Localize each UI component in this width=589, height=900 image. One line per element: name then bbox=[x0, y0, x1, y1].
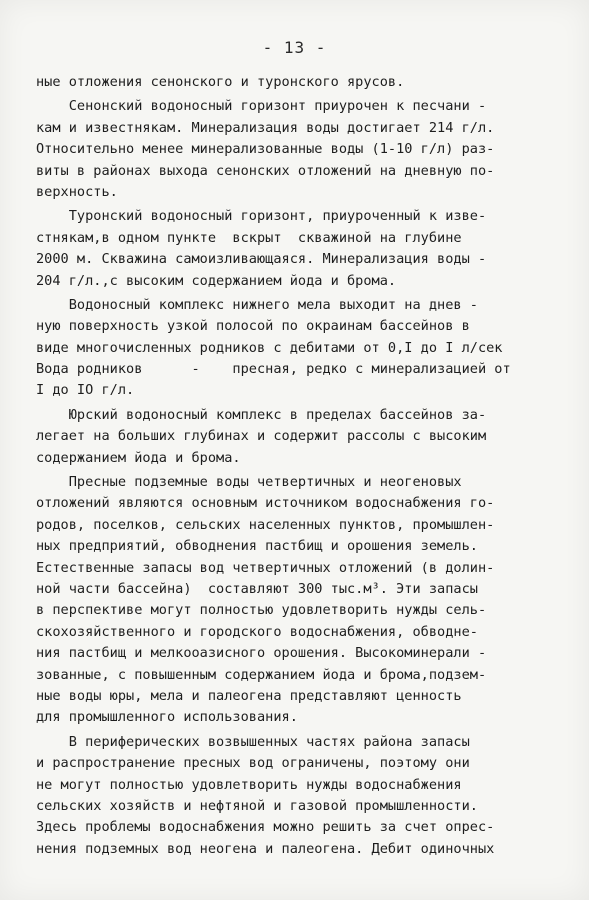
text-line: Здесь проблемы водоснабжения можно решить за счет опрес- bbox=[36, 819, 495, 836]
text-line: виты в районах выхода сенонских отложений на дневную по- bbox=[36, 162, 495, 179]
paragraph bbox=[36, 295, 552, 402]
paragraph bbox=[36, 732, 552, 860]
text-line: Юрский водоносный комплекс в пределах бассейнов за- bbox=[36, 406, 487, 423]
text-line: и распространение пресных вод ограничены, поэтому они bbox=[36, 755, 470, 772]
text-line: нения подземных вод неогена и палеогена. Дебит одиночных bbox=[36, 840, 495, 857]
text-line: сельских хозяйств и нефтяной и газовой промышленности. bbox=[36, 797, 478, 814]
text-line: Пресные подземные воды четвертичных и неогеновых bbox=[36, 474, 462, 491]
text-line: ных предприятий, обводнения пастбищ и орошения земель. bbox=[36, 538, 478, 555]
text-line: стнякам,в одном пункте вскрыт скважиной на глубине bbox=[36, 229, 462, 246]
paragraph bbox=[36, 405, 552, 469]
text-line: Вода родников - пресная, редко с минерализацией от bbox=[36, 361, 511, 378]
paragraph bbox=[36, 96, 552, 203]
text-line: родов, поселков, сельских населенных пунктов, промышлен- bbox=[36, 516, 495, 533]
text-line: зованные, с повышенным содержанием йода и брома,подзем- bbox=[36, 666, 487, 683]
text-line: скохозяйственного и городского водоснабжения, обводне- bbox=[36, 623, 478, 640]
text-line: легает на больших глубинах и содержит рассолы с высоким bbox=[36, 428, 487, 445]
text-line: ния пастбищ и мелкооазисного орошения. Высокоминерали - bbox=[36, 645, 487, 662]
paragraph bbox=[36, 472, 552, 729]
paragraph bbox=[36, 72, 552, 93]
text-line: виде многочисленных родников с дебитами от 0,I до I л/сек bbox=[36, 339, 503, 356]
text-line: содержанием йода и брома. bbox=[36, 449, 241, 466]
text-line: Сенонский водоносный горизонт приурочен к песчани - bbox=[36, 98, 487, 115]
text-line: в перспективе могут полностью удовлетворить нужды сель- bbox=[36, 602, 487, 619]
text-line: не могут полностью удовлетворить нужды водоснабжения bbox=[36, 776, 462, 793]
text-line: отложений являются основным источником водоснабжения го- bbox=[36, 495, 495, 512]
text-line: 2000 м. Скважина самоизливающаяся. Минерализация воды - bbox=[36, 251, 487, 268]
text-line: кам и известнякам. Минерализация воды достигает 214 г/л. bbox=[36, 119, 495, 136]
text-line: верхность. bbox=[36, 183, 118, 200]
text-line: Естественные запасы вод четвертичных отложений (в долин- bbox=[36, 559, 495, 576]
text-line: ной части бассейна) составляют 300 тыс.м³. Эти запасы bbox=[36, 580, 478, 597]
text-line: Водоносный комплекс нижнего мела выходит на днев - bbox=[36, 296, 478, 313]
text-line: ную поверхность узкой полосой по окраинам бассейнов в bbox=[36, 318, 470, 335]
paragraph bbox=[36, 206, 552, 292]
text-line: для промышленного использования. bbox=[36, 709, 298, 726]
text-line: В периферических возвышенных частях района запасы bbox=[36, 733, 470, 750]
text-line: 204 г/л.,с высоким содержанием йода и брома. bbox=[36, 272, 397, 289]
document-body bbox=[36, 72, 552, 860]
text-line: ные воды юры, мела и палеогена представляют ценность bbox=[36, 687, 462, 704]
text-line: Относительно менее минерализованные воды (1-10 г/л) раз- bbox=[36, 141, 495, 158]
page-number: - 13 - bbox=[262, 38, 327, 57]
text-line: ные отложения сенонского и туронского ярусов. bbox=[36, 74, 405, 90]
text-line: I до IO г/л. bbox=[36, 382, 135, 399]
text-line: Туронский водоносный горизонт, приуроченный к изве- bbox=[36, 208, 487, 225]
